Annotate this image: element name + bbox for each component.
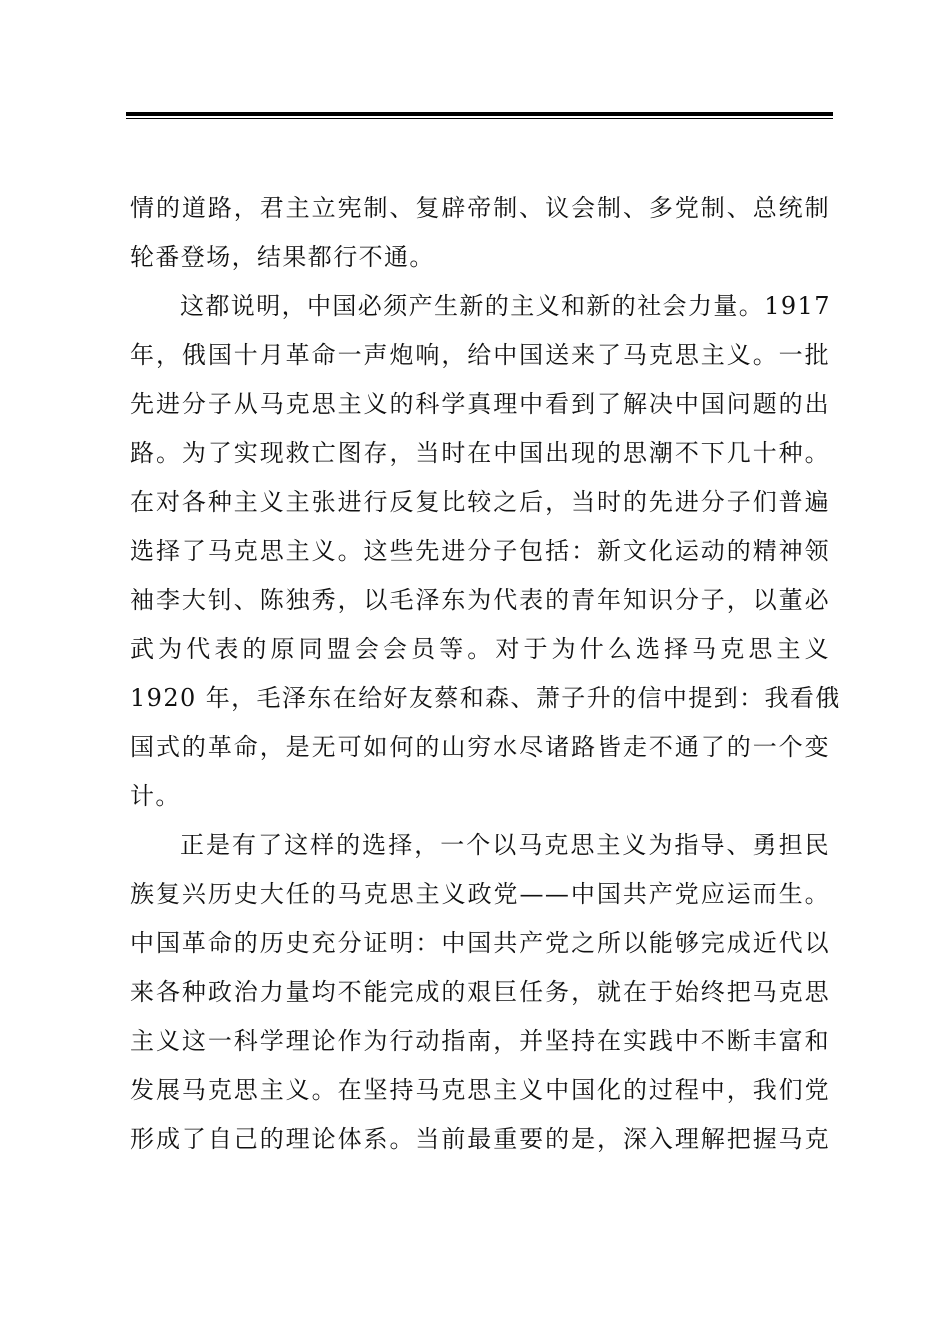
text-line: 国式的革命，是无可如何的山穷水尽诸路皆走不通了的一个变 (130, 733, 830, 761)
text-line: 袖李大钊、陈独秀，以毛泽东为代表的青年知识分子，以董必 (130, 586, 830, 614)
paragraph-2 (130, 282, 841, 821)
text-line: 主义这一科学理论作为行动指南，并坚持在实践中不断丰富和 (130, 1027, 830, 1055)
text-line: 选择了马克思主义。这些先进分子包括：新文化运动的精神领 (130, 537, 830, 565)
text-line: 正是有了这样的选择，一个以马克思主义为指导、勇担民 (180, 831, 830, 859)
paragraph-3 (130, 821, 830, 1164)
text-line: 路。为了实现救亡图存，当时在中国出现的思潮不下几十种。 (130, 439, 830, 467)
header-double-rule-thin (126, 118, 833, 119)
text-line: 族复兴历史大任的马克思主义政党——中国共产党应运而生。 (130, 880, 830, 908)
text-line: 中国革命的历史充分证明：中国共产党之所以能够完成近代以 (130, 929, 830, 957)
text-line: 来各种政治力量均不能完成的艰巨任务，就在于始终把马克思 (130, 978, 830, 1006)
paragraph-1 (130, 184, 830, 282)
text-line: 这都说明，中国必须产生新的主义和新的社会力量。1917 (180, 292, 831, 320)
text-line: 1920 年，毛泽东在给好友蔡和森、萧子升的信中提到：我看俄 (130, 684, 841, 712)
text-line: 年，俄国十月革命一声炮响，给中国送来了马克思主义。一批 (130, 341, 830, 369)
document-body (130, 184, 841, 1164)
text-line: 形成了自己的理论体系。当前最重要的是，深入理解把握马克 (130, 1125, 830, 1153)
text-line: 轮番登场，结果都行不通。 (130, 243, 435, 271)
header-double-rule-thick (126, 112, 833, 116)
text-line: 情的道路，君主立宪制、复辟帝制、议会制、多党制、总统制 (130, 194, 830, 222)
text-line: 发展马克思主义。在坚持马克思主义中国化的过程中，我们党 (130, 1076, 830, 1104)
text-line: 计。 (130, 782, 181, 810)
text-line: 先进分子从马克思主义的科学真理中看到了解决中国问题的出 (130, 390, 830, 418)
text-line: 武为代表的原同盟会会员等。对于为什么选择马克思主义 (130, 635, 830, 663)
text-line: 在对各种主义主张进行反复比较之后，当时的先进分子们普遍 (130, 488, 830, 516)
